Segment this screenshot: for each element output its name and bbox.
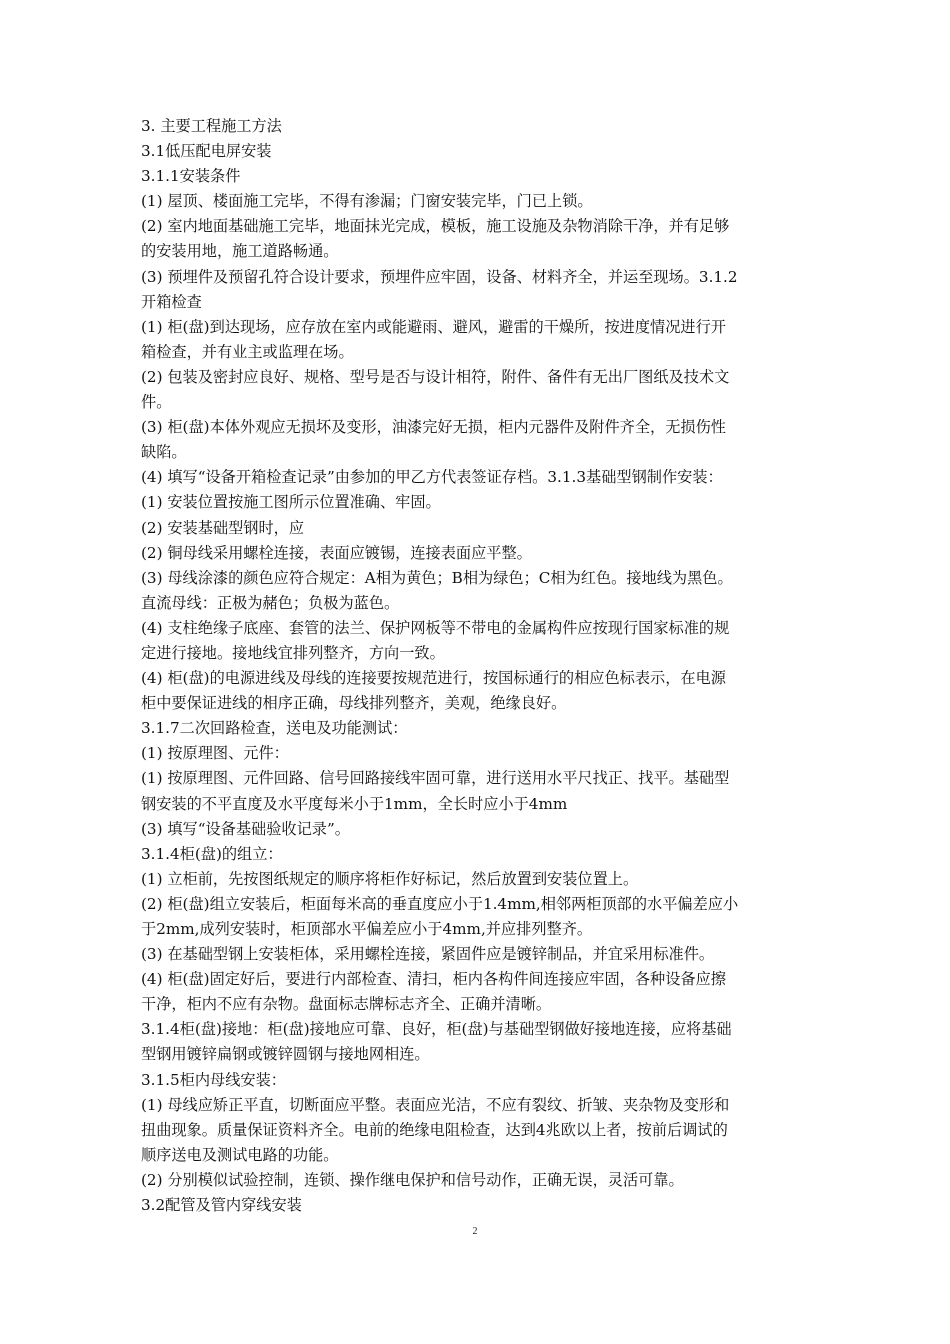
text-line: 3.1.4柜(盘)的组立： — [141, 844, 283, 863]
document-body — [141, 114, 821, 1218]
text-line: (2) 铜母线采用螺栓连接，表面应镀锡，连接表面应平整。 — [141, 543, 532, 562]
text-line: 件。 — [141, 393, 172, 412]
text-line: 定进行接地。接地线宜排列整齐，方向一致。 — [141, 643, 445, 662]
text-line: (3) 预埋件及预留孔符合设计要求，预埋件应牢固，设备、材料齐全，并运至现场。3.1.2 — [141, 267, 738, 286]
text-line: (2) 分别模似试验控制，连锁、操作继电保护和信号动作，正确无误，灵活可靠。 — [141, 1170, 684, 1189]
text-line: (2) 柜(盘)组立安装后，柜面每米高的垂直度应小于1.4mm,相邻两柜顶部的水平偏差应小 — [141, 894, 739, 913]
text-line: 3.1.5柜内母线安装： — [141, 1070, 286, 1089]
text-line: (4) 填写“设备开箱检查记录”由参加的甲乙方代表签证存档。3.1.3基础型钢制作安装： — [141, 468, 723, 487]
text-line: 干净，柜内不应有杂物。盘面标志牌标志齐全、正确并清晰。 — [141, 995, 552, 1014]
text-line: 开箱检查 — [141, 292, 202, 311]
text-line: 直流母线：正极为赭色；负极为蓝色。 — [141, 593, 400, 612]
text-line: (2) 安装基础型钢时，应 — [141, 518, 305, 537]
text-line: (1) 按原理图、元件回路、信号回路接线牢固可靠，进行送用水平尺找正、找平。基础型 — [141, 769, 730, 788]
text-line: 于2mm,成列安装时，柜顶部水平偏差应小于4mm,并应排列整齐。 — [141, 920, 593, 938]
text-line: 钢安装的不平直度及水平度每米小于1mm，全长时应小于4mm — [141, 794, 568, 813]
text-line: 的安装用地，施工道路畅通。 — [141, 242, 339, 261]
text-line: 箱检查，并有业主或监理在场。 — [141, 342, 354, 361]
text-line: (4) 柜(盘)的电源进线及母线的连接要按规范进行，按国标通行的相应色标表示，在电源 — [141, 669, 726, 688]
text-line: (3) 在基础型钢上安装柜体，采用螺栓连接，紧固件应是镀锌制品，并宜采用标准件。 — [141, 945, 715, 964]
text-line: 3.1.1安装条件 — [141, 167, 241, 186]
text-line: (3) 柜(盘)本体外观应无损坏及变形，油漆完好无损，柜内元器件及附件齐全，无损伤性 — [141, 418, 726, 437]
text-line: (1) 屋顶、楼面施工完毕，不得有渗漏；门窗安装完毕，门已上锁。 — [141, 192, 593, 211]
text-line: 缺陷。 — [141, 443, 187, 462]
text-line: (3) 母线涂漆的颜色应符合规定：A相为黄色；B相为绿色；C相为红色。接地线为黑色。 — [141, 568, 733, 587]
text-line: (1) 按原理图、元件： — [141, 744, 289, 763]
text-line: (1) 安装位置按施工图所示位置准确、牢固。 — [141, 493, 441, 512]
text-line: 3.1.7二次回路检查，送电及功能测试： — [141, 719, 408, 738]
text-line: 顺序送电及测试电路的功能。 — [141, 1145, 339, 1164]
text-line: 扭曲现象。质量保证资料齐全。电前的绝缘电阻检查，达到4兆欧以上者，按前后调试的 — [141, 1120, 728, 1139]
text-line: 3. 主要工程施工方法 — [141, 117, 282, 135]
text-line: (3) 填写“设备基础验收记录”。 — [141, 819, 350, 838]
text-line: (1) 柜(盘)到达现场，应存放在室内或能避雨、避风，避雷的干燥所，按进度情况进行开 — [141, 317, 726, 336]
text-line: 3.2配管及管内穿线安装 — [141, 1196, 302, 1215]
text-line: 3.1低压配电屏安装 — [141, 142, 272, 161]
text-line: (4) 柜(盘)固定好后，要进行内部检查、清扫，柜内各构件间连接应牢固，各种设备应擦 — [141, 970, 726, 989]
page-number: 2 — [472, 1226, 478, 1237]
text-line: 型钢用镀锌扁钢或镀锌圆钢与接地网相连。 — [141, 1045, 430, 1064]
text-line: (2) 包装及密封应良好、规格、型号是否与设计相符，附件、备件有无出厂图纸及技术文 — [141, 367, 730, 386]
text-line: (1) 立柜前，先按图纸规定的顺序将柜作好标记，然后放置到安装位置上。 — [141, 869, 639, 888]
text-line: 柜中要保证进线的相序正确，母线排列整齐，美观，绝缘良好。 — [141, 694, 567, 713]
text-line: 3.1.4柜(盘)接地：柜(盘)接地应可靠、良好，柜(盘)与基础型钢做好接地连接，应将基础 — [141, 1020, 732, 1039]
text-line: (1) 母线应矫正平直，切断面应平整。表面应光洁，不应有裂纹、折皱、夹杂物及变形和 — [141, 1095, 730, 1114]
text-line: (2) 室内地面基础施工完毕，地面抹光完成，模板，施工设施及杂物消除干净，并有足够 — [141, 217, 730, 236]
text-line: (4) 支柱绝缘子底座、套管的法兰、保护网板等不带电的金属构件应按现行国家标准的规 — [141, 618, 730, 637]
